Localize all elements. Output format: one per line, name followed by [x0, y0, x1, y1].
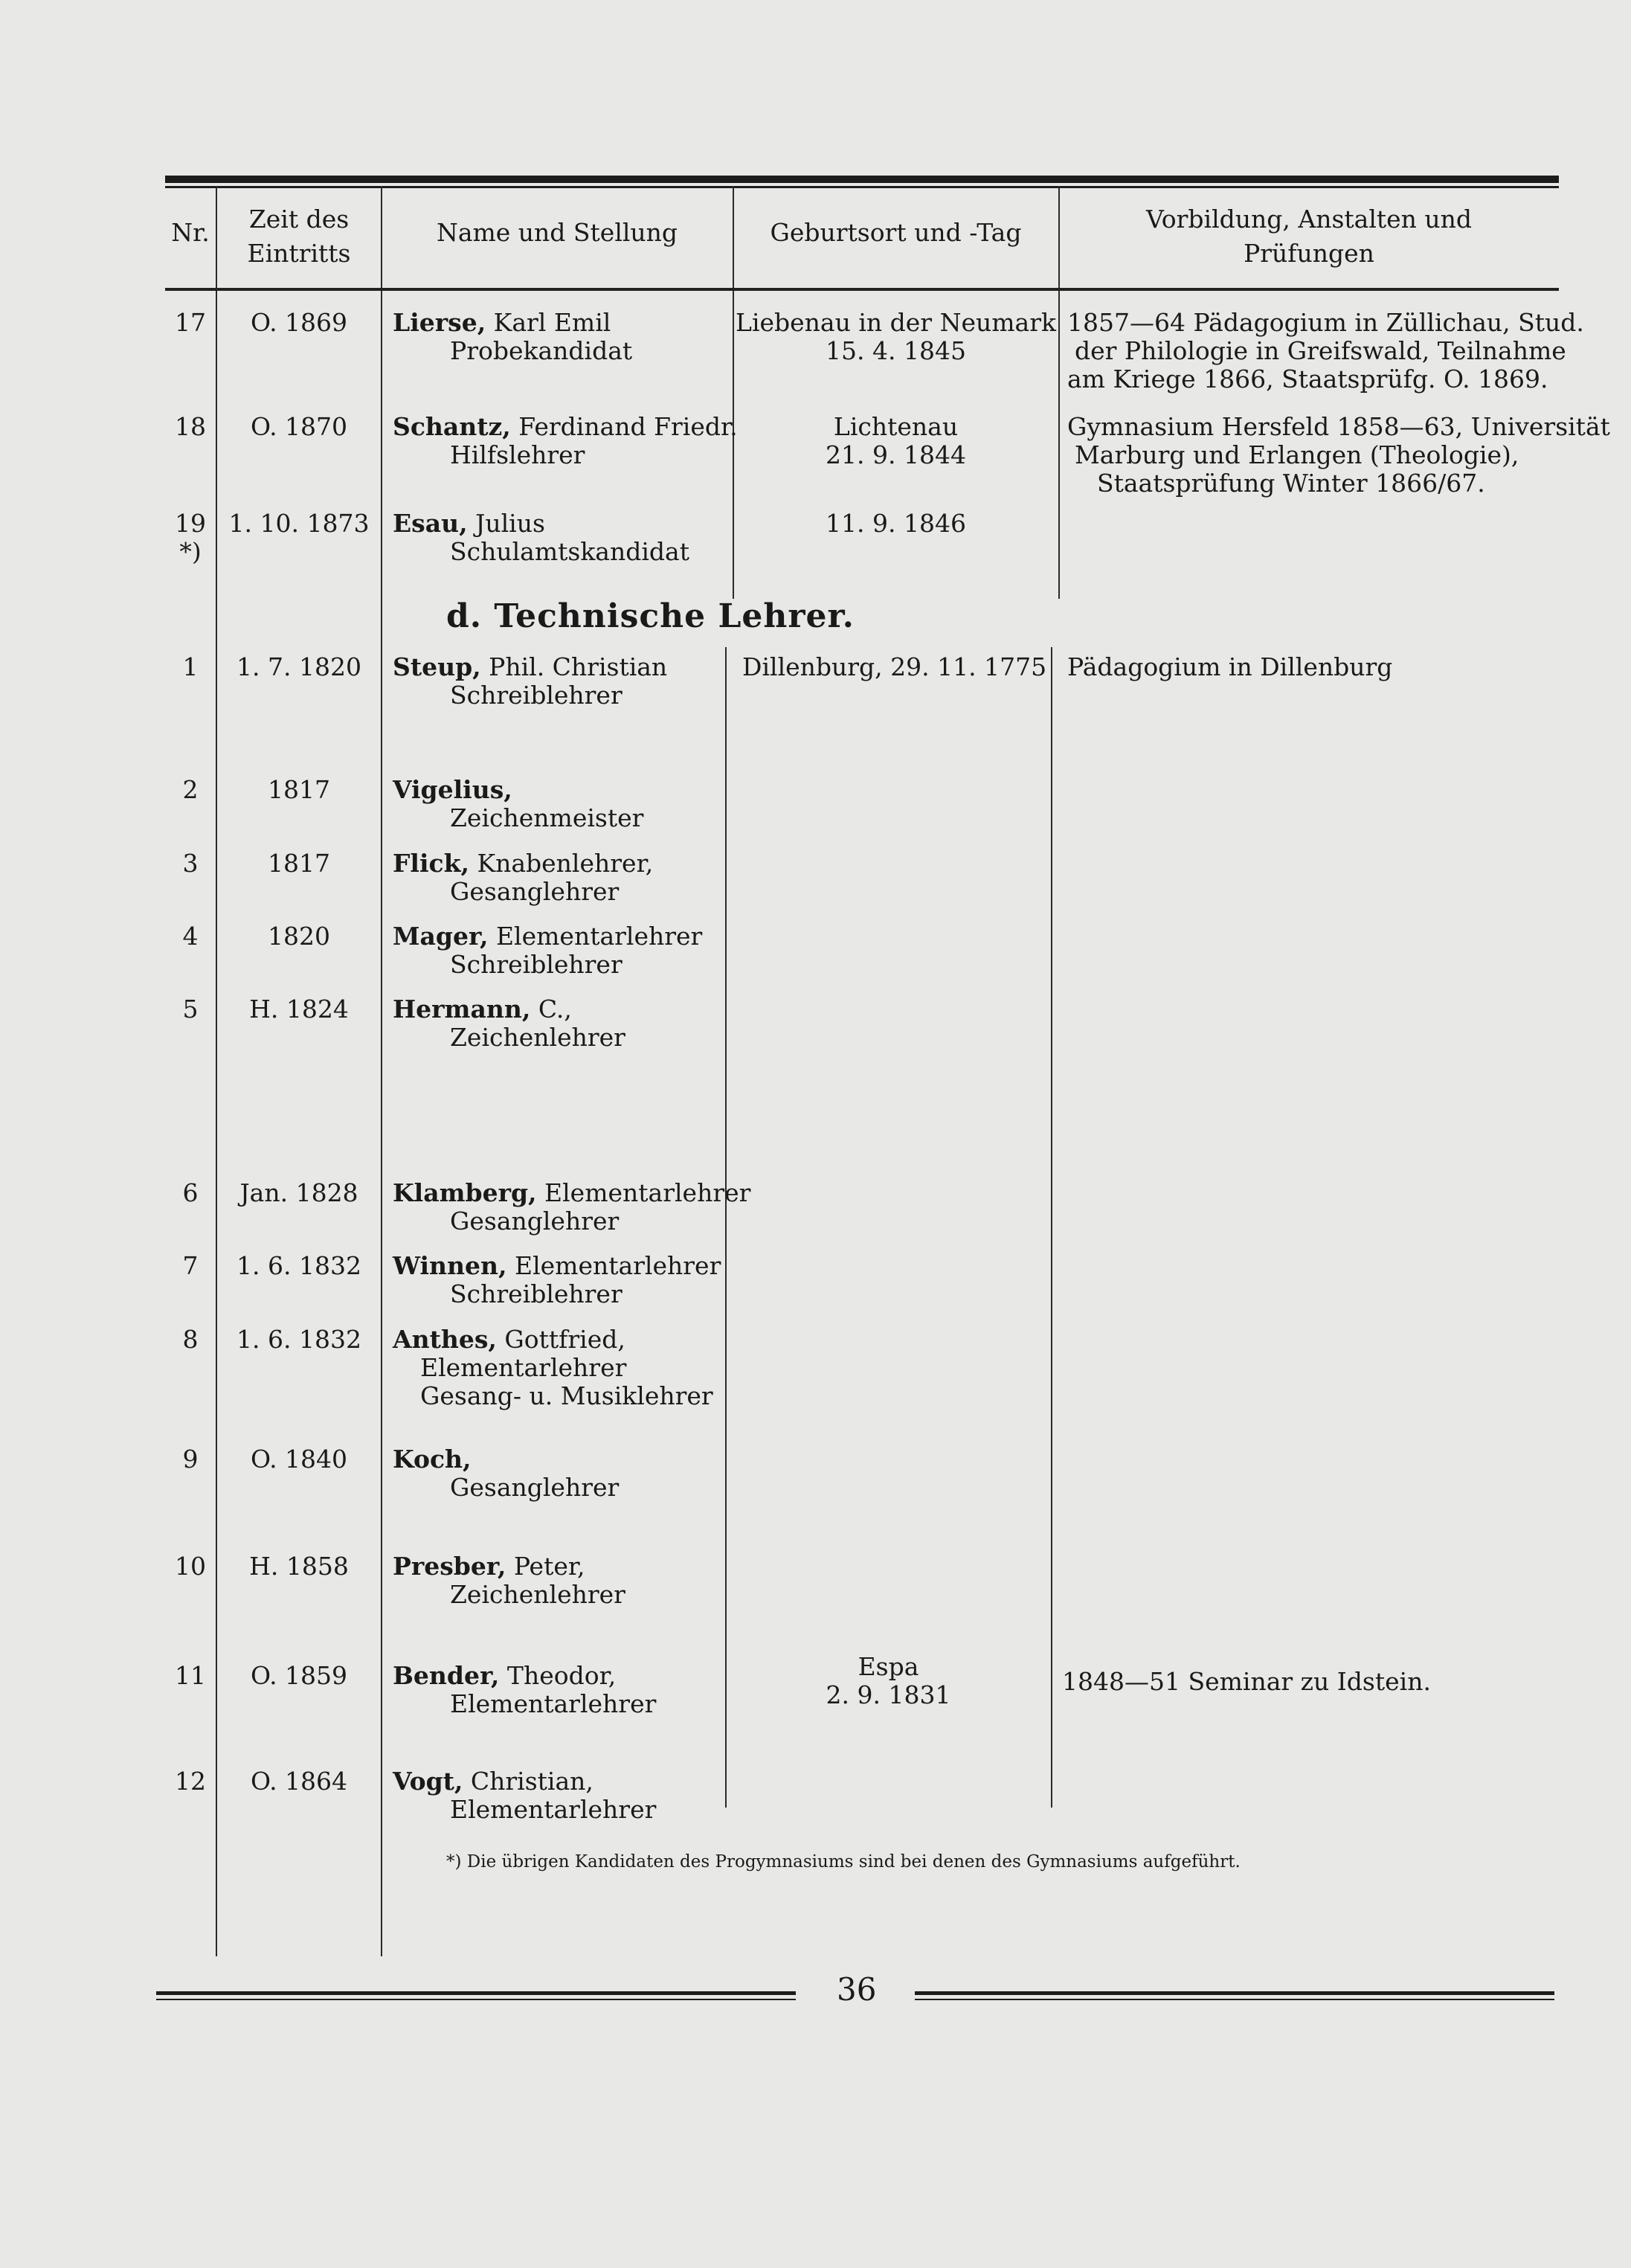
row-stellung: Hilfslehrer [450, 440, 585, 469]
row-zeit: 1817 [268, 849, 330, 878]
name-rest: Ferdinand Friedr. [510, 412, 738, 441]
row-stellung: Gesang- u. Musiklehrer [420, 1381, 713, 1410]
name-bold: Vigelius, [393, 775, 512, 804]
row-stellung: Schreiblehrer [450, 1279, 623, 1308]
row-stellung: Schulamtskandidat [450, 537, 689, 566]
name-bold: Winnen, [393, 1251, 507, 1280]
name-rest: Gottfried, [496, 1325, 625, 1354]
column-divider [381, 186, 382, 1956]
column-divider [1058, 186, 1060, 599]
row-zeit: 1. 6. 1832 [237, 1325, 361, 1354]
bottom-rule-right [915, 1991, 1554, 1995]
row-vorbildung: 1857—64 Pädagogium in Züllichau, Stud. [1067, 308, 1584, 337]
column-divider [216, 186, 217, 1956]
name-bold: Steup, [393, 652, 481, 681]
row-ort: Espa [858, 1652, 919, 1681]
row-ort: Lichtenau [833, 412, 959, 441]
top-rule-thin [165, 186, 1559, 188]
row-nr: 2 [182, 775, 199, 804]
row-zeit: O. 1869 [250, 308, 348, 337]
name-bold: Presber, [393, 1552, 506, 1581]
row-stellung: Elementarlehrer [450, 1689, 657, 1718]
name-rest: Elementarlehrer [506, 1251, 721, 1280]
row-name [393, 1445, 472, 1474]
row-zeit: 1820 [268, 922, 330, 951]
row-nr: 1 [182, 652, 199, 681]
row-name [393, 849, 653, 878]
row-nr: 12 [175, 1767, 206, 1796]
name-bold: Klamberg, [393, 1178, 537, 1207]
name-bold: Vogt, [393, 1767, 463, 1796]
row-vorbildung: Pädagogium in Dillenburg [1067, 652, 1393, 681]
row-name [393, 1326, 625, 1354]
row-stellung: Elementarlehrer [450, 1795, 657, 1824]
bottom-rule-left [156, 1991, 796, 1995]
name-bold: Hermann, [393, 995, 531, 1024]
row-stellung: Gesanglehrer [450, 1473, 620, 1502]
row-name [393, 309, 611, 337]
row-name [393, 995, 572, 1024]
row-name [393, 922, 702, 951]
row-zeit: O. 1840 [250, 1445, 348, 1474]
name-rest: C., [530, 995, 572, 1024]
row-zeit: O. 1859 [250, 1661, 348, 1690]
name-rest: Elementarlehrer [488, 922, 703, 951]
row-tag: 11. 9. 1846 [826, 509, 966, 538]
name-rest: Phil. Christian [480, 652, 668, 681]
row-vorbildung: der Philologie in Greifswald, Teilnahme [1075, 336, 1566, 365]
row-name [393, 653, 667, 681]
row-nr: 10 [175, 1552, 206, 1581]
row-footnote-mark: *) [179, 537, 202, 566]
row-zeit: H. 1824 [249, 995, 349, 1024]
name-bold: Anthes, [393, 1325, 497, 1354]
bottom-rule-right-thin [915, 1999, 1554, 2000]
row-nr: 3 [182, 849, 199, 878]
row-nr: 4 [182, 922, 199, 951]
name-rest: Julius [467, 509, 545, 538]
page-number: 36 [837, 1971, 877, 2008]
name-rest: Peter, [506, 1552, 585, 1581]
row-nr: 6 [182, 1178, 199, 1207]
name-rest: Theodor, [499, 1661, 617, 1690]
row-stellung: Gesanglehrer [450, 877, 620, 906]
row-vorbildung: Marburg und Erlangen (Theologie), [1075, 440, 1519, 469]
row-nr: 8 [182, 1325, 199, 1354]
section-title: d. Technische Lehrer. [446, 597, 855, 635]
row-zeit: 1. 6. 1832 [237, 1251, 361, 1280]
row-zeit: 1. 7. 1820 [237, 652, 361, 681]
row-stellung: Zeichenmeister [450, 803, 644, 832]
row-nr: 5 [182, 995, 199, 1024]
header-zeit: Zeit des Eintritts [247, 205, 351, 268]
row-tag: 2. 9. 1831 [826, 1680, 951, 1709]
row-vorbildung: am Kriege 1866, Staatsprüfg. O. 1869. [1067, 364, 1548, 393]
row-name [393, 776, 512, 804]
row-nr: 11 [175, 1661, 206, 1690]
bottom-rule-left-thin [156, 1999, 796, 2000]
name-bold: Mager, [393, 922, 489, 951]
top-rule-thick [165, 176, 1559, 183]
name-bold: Flick, [393, 849, 469, 878]
row-zeit: H. 1858 [249, 1552, 349, 1581]
name-bold: Schantz, [393, 412, 511, 441]
row-stellung: Zeichenlehrer [450, 1023, 625, 1052]
footnote: *) Die übrigen Kandidaten des Progymnasiums sind bei denen des Gymnasiums aufgeführt. [446, 1852, 1241, 1872]
row-nr: 18 [175, 412, 206, 441]
row-tag: 15. 4. 1845 [826, 336, 966, 365]
row-name [393, 1252, 721, 1280]
row-geburt: Dillenburg, 29. 11. 1775 [742, 652, 1047, 681]
row-zeit: 1. 10. 1873 [228, 509, 370, 538]
column-divider [725, 647, 727, 1808]
row-nr: 9 [182, 1445, 199, 1474]
name-bold: Lierse, [393, 308, 486, 337]
row-name [393, 1552, 585, 1581]
row-stellung: Schreiblehrer [450, 950, 623, 979]
row-vorbildung: Gymnasium Hersfeld 1858—63, Universität [1067, 412, 1610, 441]
header-vorbildung: Vorbildung, Anstalten und Prüfungen [1145, 205, 1473, 268]
row-zeit: Jan. 1828 [239, 1178, 358, 1207]
name-bold: Esau, [393, 509, 468, 538]
row-name [393, 1179, 750, 1207]
header-rule [165, 288, 1559, 291]
row-name [393, 510, 545, 538]
row-nr: 17 [175, 308, 206, 337]
row-nr: 19 [175, 509, 206, 538]
header-nr: Nr. [171, 218, 210, 247]
name-rest: Knabenlehrer, [469, 849, 654, 878]
row-ort: Liebenau in der Neumark [736, 308, 1056, 337]
name-rest: Elementarlehrer [536, 1178, 751, 1207]
row-vorbildung: 1848—51 Seminar zu Idstein. [1062, 1667, 1431, 1696]
row-stellung: Probekandidat [450, 336, 633, 365]
row-zeit: O. 1864 [250, 1767, 348, 1796]
row-stellung: Schreiblehrer [450, 681, 623, 710]
row-nr: 7 [182, 1251, 199, 1280]
header-name: Name und Stellung [436, 218, 678, 247]
row-name [393, 1662, 616, 1690]
row-vorbildung: Staatsprüfung Winter 1866/67. [1097, 469, 1485, 498]
row-tag: 21. 9. 1844 [826, 440, 966, 469]
header-geburt: Geburtsort und -Tag [770, 218, 1022, 247]
column-divider [1051, 647, 1052, 1808]
row-stellung: Zeichenlehrer [450, 1580, 625, 1609]
row-name [393, 1767, 593, 1796]
row-stellung: Gesanglehrer [450, 1207, 620, 1236]
row-stellung: Elementarlehrer [420, 1353, 627, 1382]
name-rest: Karl Emil [486, 308, 611, 337]
row-zeit: 1817 [268, 775, 330, 804]
row-name [393, 413, 738, 441]
row-zeit: O. 1870 [250, 412, 348, 441]
name-bold: Koch, [393, 1445, 472, 1474]
name-rest: Christian, [463, 1767, 593, 1796]
name-bold: Bender, [393, 1661, 500, 1690]
